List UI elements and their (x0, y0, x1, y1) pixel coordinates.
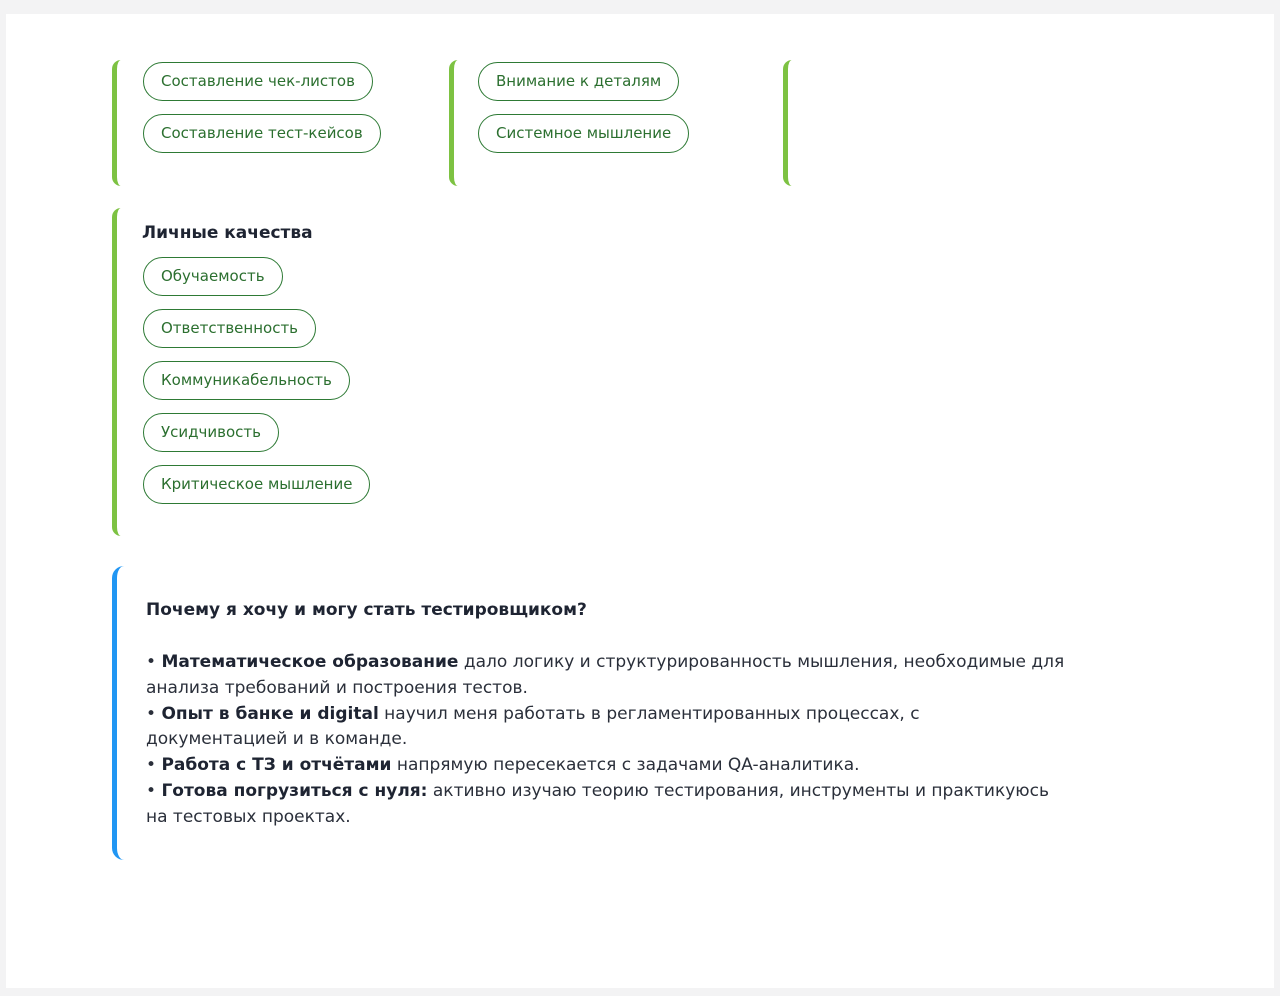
why-item-text: дало логику и структурированность мышления, необходимые для анализа требований и построения тестов. (146, 652, 1065, 698)
bullet: • (146, 755, 157, 776)
why-tester-item (146, 650, 1066, 702)
why-tester-list (146, 650, 1066, 831)
skill-tag-checklists[interactable]: Составление чек-листов (143, 62, 373, 101)
quality-tag-critical-thinking[interactable]: Критическое мышление (143, 465, 370, 504)
why-item-text: напрямую пересекается с задачами QA-аналитика. (391, 755, 860, 776)
why-tester-title: Почему я хочу и могу стать тестировщиком? (146, 600, 587, 620)
bullet: • (146, 703, 157, 724)
why-tester-item (146, 753, 1066, 779)
why-item-text: научил меня работать в регламентированных процессах, с документацией и в команде. (146, 703, 920, 750)
skill-tag-test-cases[interactable]: Составление тест-кейсов (143, 114, 381, 153)
why-tester-item (146, 779, 1066, 831)
why-tester-item (146, 702, 1066, 754)
bullet: • (146, 652, 157, 672)
quality-tag-communication[interactable]: Коммуникабельность (143, 361, 350, 400)
skill-tag-attention-to-detail[interactable]: Внимание к деталям (478, 62, 679, 101)
quality-tag-perseverance[interactable]: Усидчивость (143, 413, 279, 452)
quality-tag-learnability[interactable]: Обучаемость (143, 257, 283, 296)
why-item-text: активно изучаю теорию тестирования, инструменты и практикуюсь на тестовых проектах. (146, 780, 1049, 827)
why-item-bold: Опыт в банке и digital (161, 703, 379, 724)
why-item-bold: Готова погрузиться с нуля: (161, 780, 428, 801)
personal-qualities-title: Личные качества (142, 223, 313, 243)
why-item-bold: Математическое образование (161, 652, 459, 672)
quality-tag-responsibility[interactable]: Ответственность (143, 309, 316, 348)
bullet: • (146, 780, 157, 801)
why-item-bold: Работа с ТЗ и отчётами (161, 755, 392, 776)
skills-column-3 (783, 60, 883, 186)
skill-tag-systems-thinking[interactable]: Системное мышление (478, 114, 689, 153)
